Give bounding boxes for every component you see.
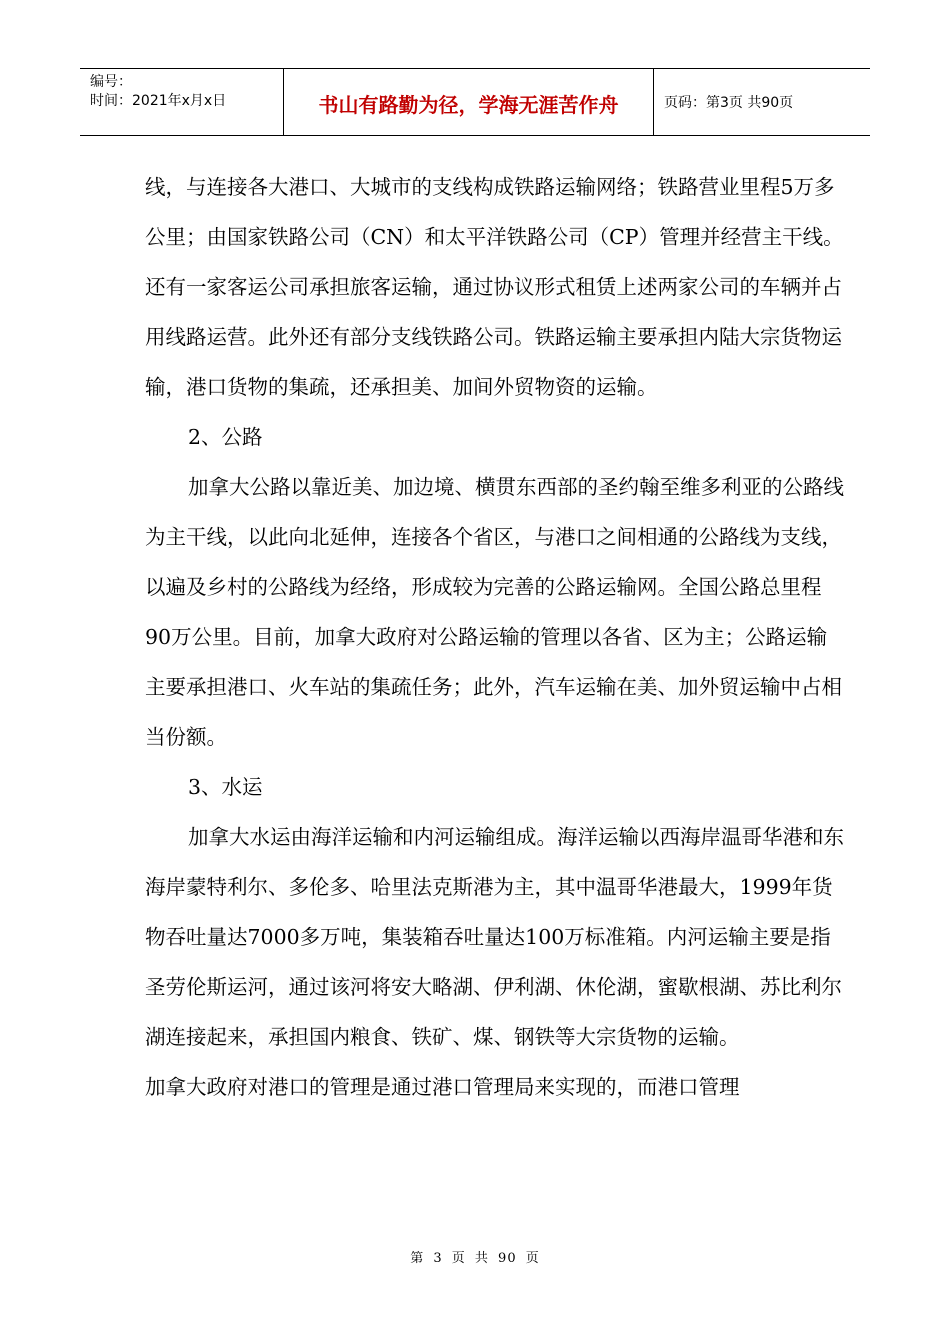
- paragraph-port-management: 加拿大政府对港口的管理是通过港口管理局来实现的，而港口管理: [145, 1075, 740, 1099]
- document-body: [145, 162, 845, 1112]
- document-code-label: 编号：: [90, 74, 132, 90]
- header-meta-cell: [80, 69, 284, 135]
- page-footer: 第 3 页 共 90 页: [410, 1251, 540, 1266]
- paragraph-waterway: 加拿大水运由海洋运输和内河运输组成。海洋运输以西海岸温哥华港和东海岸蒙特利尔、多伦多、哈里法克斯港为主，其中温哥华港最大，1999年货物吞吐量达7000多万吨，集装箱吞吐量达100万标准箱。内河运输主要是指圣劳伦斯运河，通过该河将安大略湖、伊利湖、休伦湖，蜜歇根湖、苏比利尔湖连接起来，承担国内粮食、铁矿、煤、钢铁等大宗货物的运输。: [145, 825, 844, 1049]
- header-page-info: 页码：第3页 共90页: [664, 95, 794, 111]
- document-header: [80, 68, 870, 136]
- paragraph-railway-continued: 线，与连接各大港口、大城市的支线构成铁路运输网络；铁路营业里程5万多公里；由国家铁路公司（CN）和太平洋铁路公司（CP）管理并经营主干线。还有一家客运公司承担旅客运输，通过协议形式租赁上述两家公司的车辆并占用线路运营。此外还有部分支线铁路公司。铁路运输主要承担内陆大宗货物运输，港口货物的集疏，还承担美、加间外贸物资的运输。: [145, 175, 844, 399]
- section-heading-highway: 2、公路: [188, 425, 263, 449]
- header-motto-cell: [284, 69, 654, 135]
- section-heading-waterway: 3、水运: [188, 775, 263, 799]
- header-page-cell: [654, 69, 870, 135]
- paragraph-highway: 加拿大公路以靠近美、加边境、横贯东西部的圣约翰至维多利亚的公路线为主干线，以此向北延伸，连接各个省区，与港口之间相通的公路线为支线，以遍及乡村的公路线为经络，形成较为完善的公路运输网。全国公路总里程90万公里。目前，加拿大政府对公路运输的管理以各省、区为主；公路运输主要承担港口、火车站的集疏任务；此外，汽车运输在美、加外贸运输中占相当份额。: [145, 475, 844, 749]
- document-time-label: 时间：2021年x月x日: [90, 93, 227, 109]
- header-motto: 书山有路勤为径，学海无涯苦作舟: [318, 92, 619, 117]
